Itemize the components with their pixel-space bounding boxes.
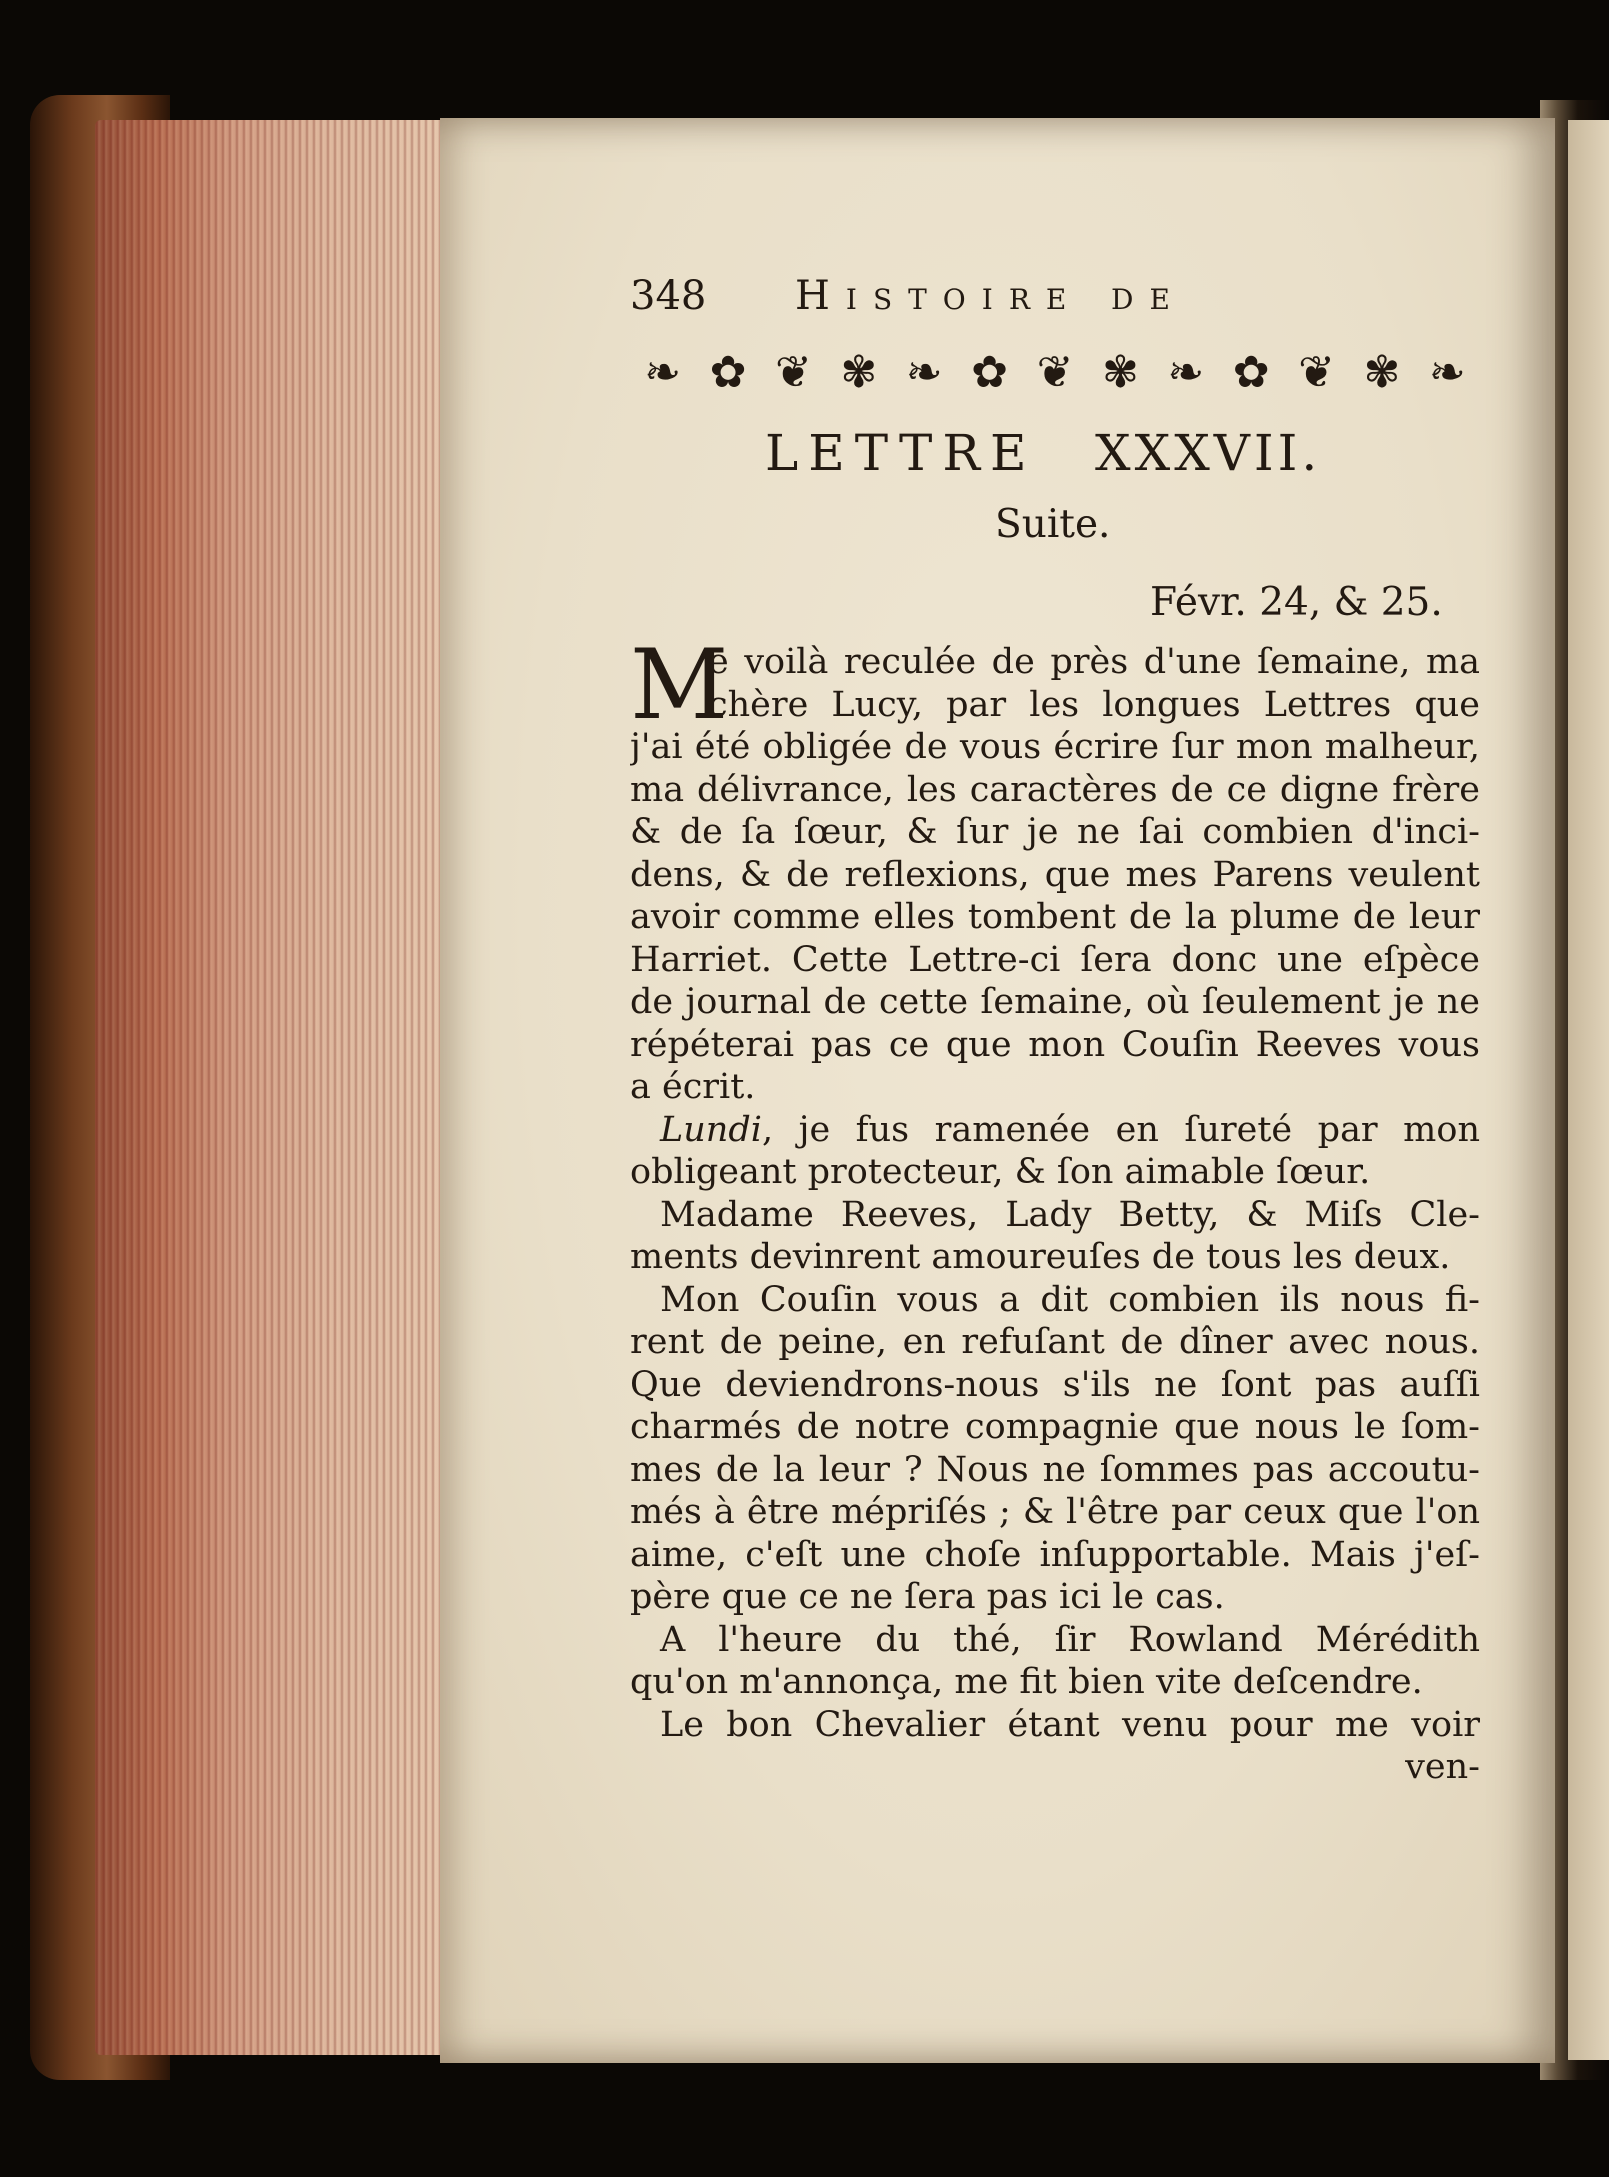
lundi-rest: , je fus ramenée en ſureté par mon	[761, 1109, 1480, 1150]
facing-page-edge	[1568, 120, 1609, 2060]
text-line: e voilà reculée de près d'une ſemaine, ma	[708, 642, 1480, 682]
ornamental-border	[630, 343, 1480, 403]
drop-cap: M	[630, 629, 729, 741]
letter-label: LETTRE	[765, 424, 1037, 482]
ornament-glyph: ✿	[709, 347, 747, 398]
ornament-glyph: ✾	[1101, 347, 1139, 398]
page-number: 348	[630, 273, 707, 319]
text-line: ments devinrent amoureuſes de tous les deux.	[630, 1237, 1451, 1277]
text-line: Que deviendrons-nous s'ils ne ſont pas auſſi	[630, 1364, 1480, 1405]
letter-body	[630, 629, 1480, 1789]
text-line: rent de peine, en refuſant de dîner avec nous.	[630, 1322, 1480, 1362]
text-line: de journal de cette ſemaine, où ſeulement je ne	[630, 982, 1480, 1022]
text-line: a écrit.	[630, 1067, 756, 1107]
text-line: mes de la leur ? Nous ne ſommes pas accoutu-	[630, 1449, 1480, 1490]
text-line: Madame Reeves, Lady Betty, & Miſs Cle-	[660, 1194, 1480, 1235]
text-line: ma délivrance, les caractères de ce digne frère	[630, 769, 1480, 810]
text-line: Mon Couſin vous a dit combien ils nous fi-	[660, 1279, 1480, 1320]
text-line: avoir comme elles tombent de la plume de leur	[630, 897, 1480, 937]
ornament-glyph: ❧	[1167, 347, 1205, 398]
letter-date: Févr. 24, & 25.	[1150, 580, 1443, 625]
letter-subtitle: Suite.	[995, 502, 1111, 547]
text-line: qu'on m'annonça, me fit bien vite deſcendre.	[630, 1662, 1423, 1702]
ornament-glyph: ❧	[905, 347, 943, 398]
text-line	[630, 1109, 1480, 1152]
letter-number: XXXVII.	[1095, 424, 1322, 482]
catchword: ven-	[1405, 1747, 1480, 1787]
text-line: més à être mépriſés ; & l'être par ceux que l'on	[630, 1492, 1480, 1532]
ornament-glyph: ✾	[840, 347, 878, 398]
ornament-glyph: ❧	[644, 347, 682, 398]
text-line: Harriet. Cette Lettre-ci ſera donc une eſpèce	[630, 939, 1480, 980]
text-line: obligeant protecteur, & ſon aimable ſœur.	[630, 1152, 1371, 1192]
page-edges	[95, 120, 445, 2055]
ornament-glyph: ❦	[775, 347, 812, 398]
running-head	[630, 266, 1450, 326]
ornament-glyph: ✿	[971, 347, 1009, 398]
book-page	[440, 118, 1555, 2063]
text-line: A l'heure du thé, ſir Rowland Mérédith	[660, 1619, 1480, 1660]
text-line: Le bon Chevalier étant venu pour me voir	[660, 1704, 1480, 1745]
ornament-glyph: ❧	[1428, 347, 1466, 398]
text-line: j'ai été obligée de vous écrire ſur mon malheur,	[630, 727, 1480, 767]
running-title: Histoire de	[795, 273, 1186, 319]
letter-heading	[765, 418, 1415, 488]
ornament-glyph: ❦	[1298, 347, 1335, 398]
text-line: dens, & de reflexions, que mes Parens veulent	[630, 854, 1480, 895]
ornament-glyph: ✿	[1232, 347, 1270, 398]
text-line: charmés de notre compagnie que nous le ſom-	[630, 1407, 1480, 1447]
ornament-glyph: ✾	[1363, 347, 1401, 398]
lundi-word: Lundi	[660, 1109, 762, 1150]
text-line: père que ce ne ſera pas ici le cas.	[630, 1577, 1225, 1617]
ornament-glyph: ❦	[1036, 347, 1074, 398]
text-line: aime, c'eſt une choſe inſupportable. Mais j'eſ-	[630, 1534, 1480, 1575]
text-line: répéterai pas ce que mon Couſin Reeves vous	[630, 1024, 1480, 1065]
text-line: chère Lucy, par les longues Lettres que	[708, 684, 1480, 725]
text-line: & de ſa ſœur, & ſur je ne ſai combien d'inci-	[630, 812, 1480, 852]
